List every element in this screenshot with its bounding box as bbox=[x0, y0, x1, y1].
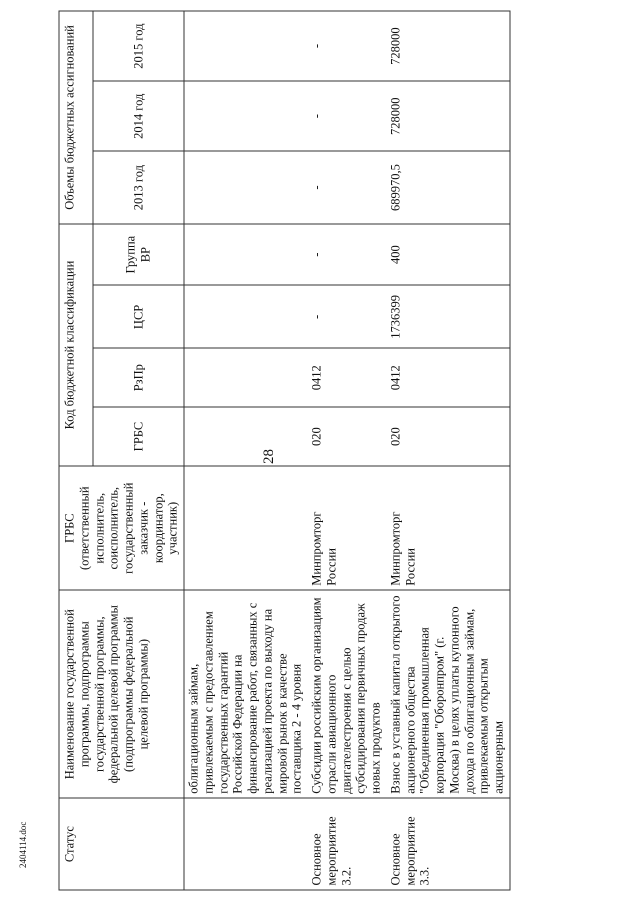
cell-code-grbs bbox=[184, 407, 308, 466]
table-row bbox=[184, 11, 308, 890]
cell-2014: - bbox=[308, 81, 387, 151]
cell-vr: - bbox=[308, 224, 387, 285]
cell-2015 bbox=[184, 11, 308, 81]
cell-csr bbox=[184, 285, 308, 348]
table-row bbox=[386, 11, 510, 890]
budget-table bbox=[59, 11, 511, 891]
cell-csr: 1736399 bbox=[386, 285, 510, 348]
cell-rzpr: 0412 bbox=[308, 348, 387, 407]
cell-2013 bbox=[184, 151, 308, 224]
header-grbs-full: ГРБС (ответственный исполнитель, соисполнитель, государственный заказчик - координатор, участник) bbox=[59, 466, 184, 590]
cell-code-grbs: 020 bbox=[308, 407, 387, 466]
header-budget-classification: Код бюджетной классификации bbox=[59, 224, 93, 466]
cell-name: Взнос в уставный капитал открытого акционерного общества "Объединенная промышленная корпорация "Оборонпром" (г. Москва) в целях уплаты купонного дохода по облигационным займам, привлекаемым открытым акционерным bbox=[386, 590, 510, 798]
page-number: 28 bbox=[261, 449, 277, 464]
table-row bbox=[308, 11, 387, 890]
cell-2013: - bbox=[308, 151, 387, 224]
cell-vr: 400 bbox=[386, 224, 510, 285]
document-code: 2404114.doc bbox=[18, 821, 28, 868]
header-year-2014: 2014 год bbox=[93, 81, 184, 151]
cell-2013: 689970,5 bbox=[386, 151, 510, 224]
cell-2015: - bbox=[308, 11, 387, 81]
cell-rzpr: 0412 bbox=[386, 348, 510, 407]
cell-2014 bbox=[184, 81, 308, 151]
cell-grbs: Минпромторг России bbox=[308, 466, 387, 590]
cell-status: Основное мероприятие 3.2. bbox=[308, 798, 387, 890]
header-program-name: Наименование государственной программы, подпрограммы государственной программы, федеральной целевой программы (подпрограммы федеральной целевой программы) bbox=[59, 590, 184, 798]
cell-grbs bbox=[184, 466, 308, 590]
cell-2015: 728000 bbox=[386, 11, 510, 81]
cell-name: Субсидии российским организациям отрасли авиационного двигателестроения с целью субсидирования первичных продаж новых продуктов bbox=[308, 590, 387, 798]
cell-vr bbox=[184, 224, 308, 285]
cell-status bbox=[184, 798, 308, 890]
header-code-csr: ЦСР bbox=[93, 285, 184, 348]
cell-2014: 728000 bbox=[386, 81, 510, 151]
cell-status: Основное мероприятие 3.3. bbox=[386, 798, 510, 890]
header-code-vr: Группа ВР bbox=[93, 224, 184, 285]
cell-code-grbs: 020 bbox=[386, 407, 510, 466]
header-year-2013: 2013 год bbox=[93, 151, 184, 224]
header-budget-allocations: Объемы бюджетных ассигнований bbox=[59, 11, 93, 224]
header-year-2015: 2015 год bbox=[93, 11, 184, 81]
cell-grbs: Минпромторг России bbox=[386, 466, 510, 590]
header-code-rzpr: РзПр bbox=[93, 348, 184, 407]
cell-name: облигационным займам, привлекаемым с предоставлением государственных гарантий Российской Федерации на финансирование работ, связанных с реализацией проекта по выходу на мировой рынок в качестве поставщика 2 - 4 уровня bbox=[184, 590, 308, 798]
budget-table-container bbox=[59, 11, 614, 891]
header-status: Статус bbox=[59, 798, 184, 890]
cell-csr: - bbox=[308, 285, 387, 348]
header-code-grbs: ГРБС bbox=[93, 407, 184, 466]
cell-rzpr bbox=[184, 348, 308, 407]
